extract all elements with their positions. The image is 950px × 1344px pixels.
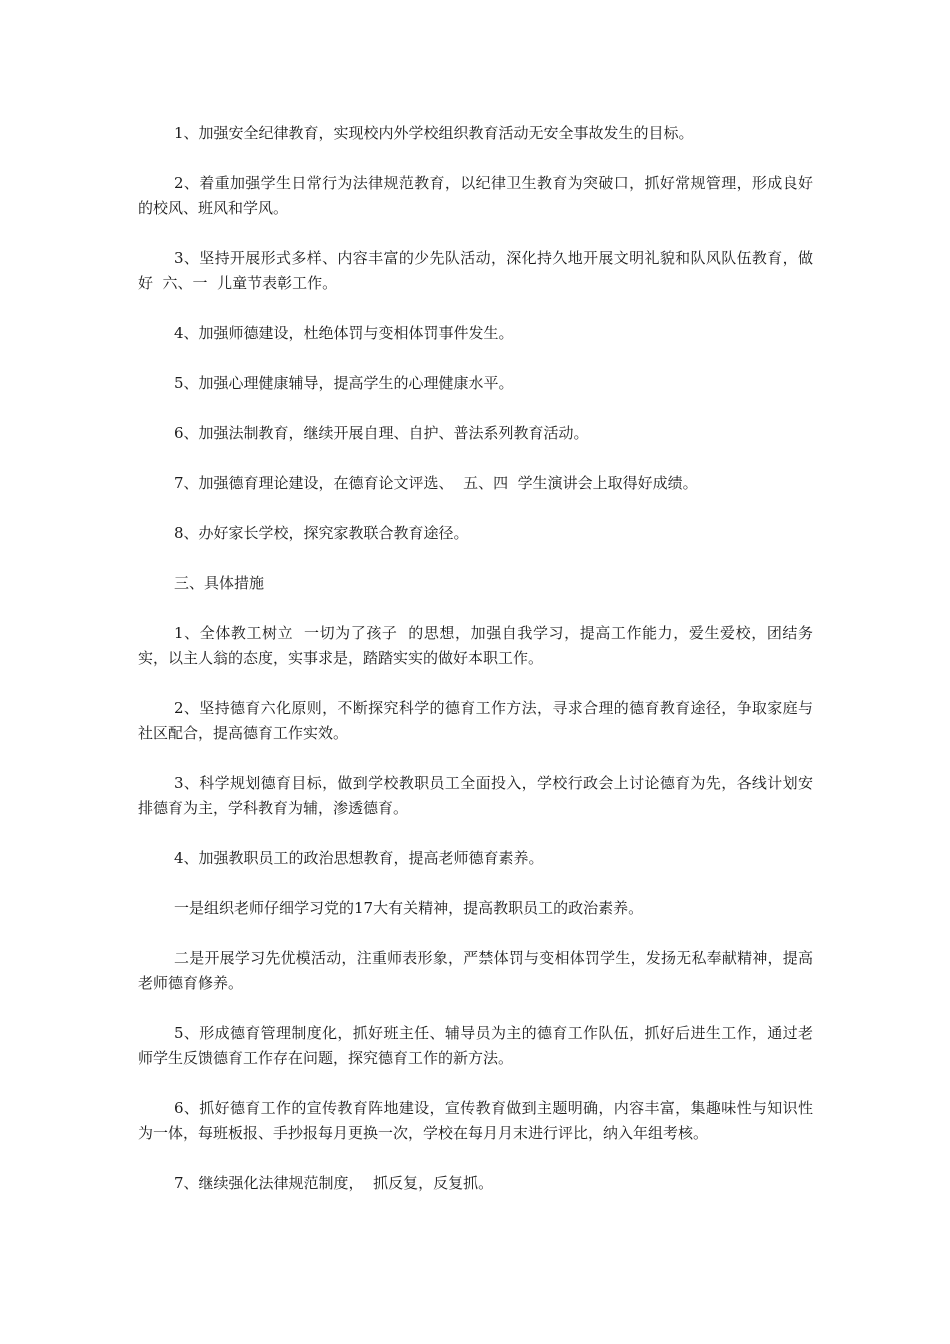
section-heading-measures: 三、具体措施	[174, 574, 265, 592]
paragraph-measure-7: 7、继续强化法律规范制度， 抓反复，反复抓。	[174, 1174, 494, 1192]
paragraph-measure-5: 5、形成德育管理制度化，抓好班主任、辅导员为主的德育工作队伍，抓好后进生工作，通过老师学生反馈德育工作存在问题，探究德育工作的新方法。	[138, 1024, 813, 1067]
document-body	[138, 121, 813, 1221]
paragraph-goal-1: 1、加强安全纪律教育，实现校内外学校组织教育活动无安全事故发生的目标。	[174, 124, 694, 142]
paragraph-goal-6: 6、加强法制教育，继续开展自理、自护、普法系列教育活动。	[174, 424, 589, 442]
paragraph-measure-4: 4、加强教职员工的政治思想教育，提高老师德育素养。	[174, 849, 544, 867]
paragraph-goal-7: 7、加强德育理论建设，在德育论文评选、 五、四 学生演讲会上取得好成绩。	[174, 474, 698, 492]
paragraph-measure-1: 1、全体教工树立 一切为了孩子 的思想，加强自我学习，提高工作能力，爱生爱校，团结务实，以主人翁的态度，实事求是，踏踏实实的做好本职工作。	[138, 624, 813, 667]
paragraph-measure-3: 3、科学规划德育目标，做到学校教职员工全面投入，学校行政会上讨论德育为先，各线计划安排德育为主，学科教育为辅，渗透德育。	[138, 774, 813, 817]
paragraph-goal-2: 2、着重加强学生日常行为法律规范教育，以纪律卫生教育为突破口，抓好常规管理，形成良好的校风、班风和学风。	[138, 174, 813, 217]
paragraph-goal-8: 8、办好家长学校，探究家教联合教育途径。	[174, 524, 469, 542]
paragraph-goal-5: 5、加强心理健康辅导，提高学生的心理健康水平。	[174, 374, 514, 392]
paragraph-measure-4-sub-1: 一是组织老师仔细学习党的17大有关精神，提高教职员工的政治素养。	[174, 899, 644, 917]
paragraph-measure-6: 6、抓好德育工作的宣传教育阵地建设，宣传教育做到主题明确，内容丰富，集趣味性与知识性为一体，每班板报、手抄报每月更换一次，学校在每月月末进行评比，纳入年组考核。	[138, 1099, 813, 1142]
paragraph-goal-3: 3、坚持开展形式多样、内容丰富的少先队活动，深化持久地开展文明礼貌和队风队伍教育，做好 六、一 儿童节表彰工作。	[138, 249, 813, 292]
paragraph-measure-2: 2、坚持德育六化原则，不断探究科学的德育工作方法，寻求合理的德育教育途径，争取家庭与社区配合，提高德育工作实效。	[138, 699, 813, 742]
paragraph-goal-4: 4、加强师德建设，杜绝体罚与变相体罚事件发生。	[174, 324, 514, 342]
paragraph-measure-4-sub-2: 二是开展学习先优模活动，注重师表形象，严禁体罚与变相体罚学生，发扬无私奉献精神，提高老师德育修养。	[138, 949, 813, 992]
